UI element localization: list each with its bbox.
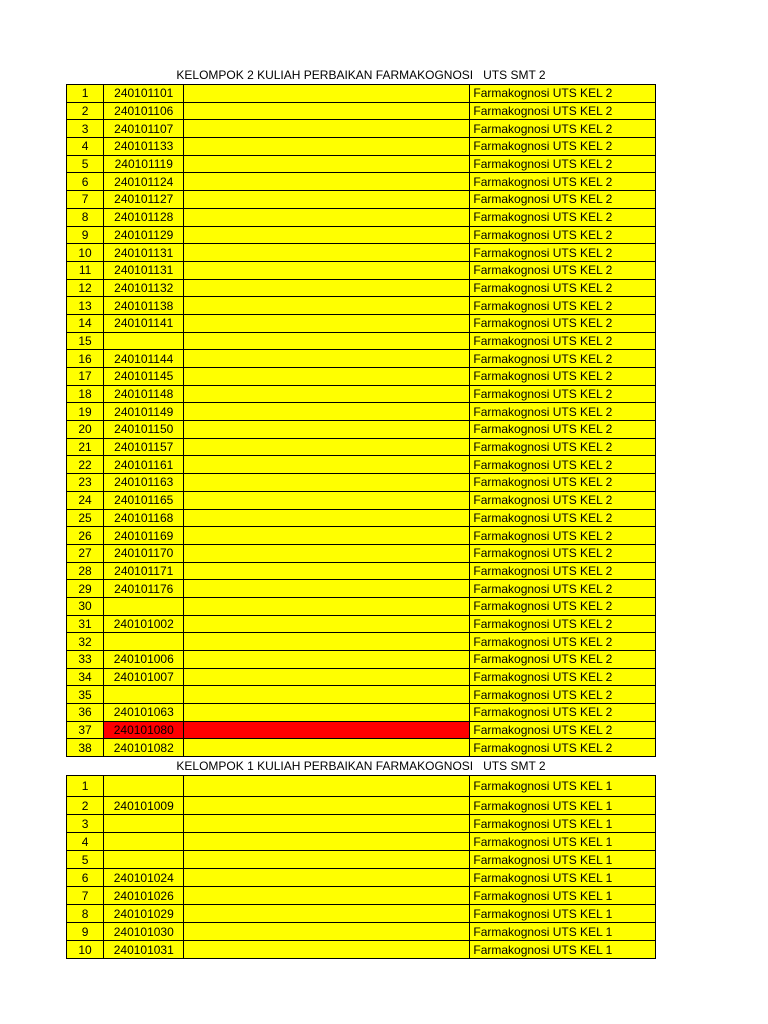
table-row xyxy=(67,456,656,474)
nim-cell[interactable]: 240101148 xyxy=(104,385,184,403)
table-row xyxy=(67,686,656,704)
name-cell[interactable] xyxy=(184,668,470,686)
group-cell[interactable]: Farmakognosi UTS KEL 2 xyxy=(470,421,656,439)
name-cell[interactable] xyxy=(184,739,470,757)
name-cell[interactable] xyxy=(184,869,470,887)
group-cell[interactable]: Farmakognosi UTS KEL 2 xyxy=(470,474,656,492)
nim-cell[interactable]: 240101063 xyxy=(104,704,184,722)
row-number-cell[interactable]: 33 xyxy=(67,651,104,669)
name-cell[interactable] xyxy=(184,138,470,156)
row-number-cell[interactable]: 15 xyxy=(67,332,104,350)
group-cell[interactable]: Farmakognosi UTS KEL 2 xyxy=(470,85,656,103)
table-row xyxy=(67,120,656,138)
name-cell[interactable] xyxy=(184,905,470,923)
table-row xyxy=(67,491,656,509)
row-number-cell[interactable]: 37 xyxy=(67,721,104,739)
row-number-cell[interactable]: 17 xyxy=(67,368,104,386)
table-row xyxy=(67,244,656,262)
row-number-cell[interactable]: 11 xyxy=(67,261,104,279)
group-cell[interactable]: Farmakognosi UTS KEL 2 xyxy=(470,385,656,403)
table-row xyxy=(67,173,656,191)
name-cell[interactable] xyxy=(184,368,470,386)
table-row xyxy=(67,261,656,279)
nim-cell[interactable]: 240101082 xyxy=(104,739,184,757)
group-cell[interactable]: Farmakognosi UTS KEL 2 xyxy=(470,173,656,191)
name-cell[interactable] xyxy=(184,297,470,315)
table-row xyxy=(67,421,656,439)
table-row xyxy=(67,208,656,226)
nim-cell[interactable]: 240101157 xyxy=(104,438,184,456)
row-number-cell[interactable]: 2 xyxy=(67,102,104,120)
name-cell[interactable] xyxy=(184,491,470,509)
table-row xyxy=(67,721,656,739)
group-cell[interactable]: Farmakognosi UTS KEL 2 xyxy=(470,350,656,368)
name-cell[interactable] xyxy=(184,279,470,297)
row-number-cell[interactable]: 2 xyxy=(67,797,104,815)
table-row xyxy=(67,651,656,669)
name-cell[interactable] xyxy=(184,173,470,191)
group-cell[interactable]: Farmakognosi UTS KEL 2 xyxy=(470,456,656,474)
nim-cell[interactable]: 240101168 xyxy=(104,509,184,527)
group-cell[interactable]: Farmakognosi UTS KEL 2 xyxy=(470,668,656,686)
row-number-cell[interactable]: 36 xyxy=(67,704,104,722)
table-row xyxy=(67,332,656,350)
name-cell[interactable] xyxy=(184,120,470,138)
nim-cell[interactable]: 240101165 xyxy=(104,491,184,509)
group-cell[interactable]: Farmakognosi UTS KEL 2 xyxy=(470,155,656,173)
row-number-cell[interactable]: 16 xyxy=(67,350,104,368)
nim-cell[interactable]: 240101131 xyxy=(104,244,184,262)
group-cell[interactable]: Farmakognosi UTS KEL 2 xyxy=(470,491,656,509)
group-cell[interactable]: Farmakognosi UTS KEL 2 xyxy=(470,261,656,279)
table-row xyxy=(67,403,656,421)
group-cell[interactable]: Farmakognosi UTS KEL 2 xyxy=(470,597,656,615)
row-number-cell[interactable]: 1 xyxy=(67,85,104,103)
name-cell[interactable] xyxy=(184,544,470,562)
nim-cell[interactable]: 240101176 xyxy=(104,580,184,598)
name-cell[interactable] xyxy=(184,314,470,332)
name-cell[interactable] xyxy=(184,244,470,262)
name-cell[interactable] xyxy=(184,562,470,580)
nim-cell[interactable]: 240101029 xyxy=(104,905,184,923)
table-row xyxy=(67,474,656,492)
nim-cell[interactable]: 240101107 xyxy=(104,120,184,138)
row-number-cell[interactable]: 27 xyxy=(67,544,104,562)
nim-cell[interactable]: 240101026 xyxy=(104,887,184,905)
group-cell[interactable]: Farmakognosi UTS KEL 2 xyxy=(470,739,656,757)
group-cell[interactable]: Farmakognosi UTS KEL 1 xyxy=(470,905,656,923)
group-cell[interactable]: Farmakognosi UTS KEL 2 xyxy=(470,102,656,120)
name-cell[interactable] xyxy=(184,403,470,421)
name-cell[interactable] xyxy=(184,155,470,173)
row-number-cell[interactable]: 4 xyxy=(67,138,104,156)
name-cell[interactable] xyxy=(184,686,470,704)
table-row xyxy=(67,615,656,633)
nim-cell[interactable] xyxy=(104,332,184,350)
nim-cell[interactable]: 240101124 xyxy=(104,173,184,191)
name-cell[interactable] xyxy=(184,385,470,403)
group-cell[interactable]: Farmakognosi UTS KEL 1 xyxy=(470,776,656,797)
name-cell[interactable] xyxy=(184,923,470,941)
name-cell[interactable] xyxy=(184,102,470,120)
group-cell[interactable]: Farmakognosi UTS KEL 2 xyxy=(470,279,656,297)
nim-cell[interactable]: 240101101 xyxy=(104,85,184,103)
name-cell[interactable] xyxy=(184,704,470,722)
name-cell[interactable] xyxy=(184,350,470,368)
name-cell[interactable] xyxy=(184,580,470,598)
group-cell[interactable]: Farmakognosi UTS KEL 2 xyxy=(470,403,656,421)
nim-cell[interactable]: 240101150 xyxy=(104,421,184,439)
nim-cell[interactable]: 240101149 xyxy=(104,403,184,421)
row-number-cell[interactable]: 32 xyxy=(67,633,104,651)
name-cell[interactable] xyxy=(184,851,470,869)
row-number-cell[interactable]: 24 xyxy=(67,491,104,509)
table-row xyxy=(67,85,656,103)
table-row xyxy=(67,851,656,869)
nim-cell[interactable]: 240101119 xyxy=(104,155,184,173)
name-cell[interactable] xyxy=(184,721,470,739)
table-row xyxy=(67,279,656,297)
spreadsheet xyxy=(66,66,656,959)
group-2-table xyxy=(66,84,656,757)
row-number-cell[interactable]: 18 xyxy=(67,385,104,403)
row-number-cell[interactable]: 19 xyxy=(67,403,104,421)
name-cell[interactable] xyxy=(184,941,470,959)
group-cell[interactable]: Farmakognosi UTS KEL 2 xyxy=(470,562,656,580)
row-number-cell[interactable]: 35 xyxy=(67,686,104,704)
name-cell[interactable] xyxy=(184,421,470,439)
table-row xyxy=(67,668,656,686)
table-row xyxy=(67,833,656,851)
group-cell[interactable]: Farmakognosi UTS KEL 1 xyxy=(470,851,656,869)
row-number-cell[interactable]: 5 xyxy=(67,155,104,173)
group-cell[interactable]: Farmakognosi UTS KEL 1 xyxy=(470,869,656,887)
group-cell[interactable]: Farmakognosi UTS KEL 1 xyxy=(470,833,656,851)
name-cell[interactable] xyxy=(184,509,470,527)
group-cell[interactable]: Farmakognosi UTS KEL 1 xyxy=(470,941,656,959)
group-cell[interactable]: Farmakognosi UTS KEL 1 xyxy=(470,797,656,815)
table-row xyxy=(67,815,656,833)
row-number-cell[interactable]: 26 xyxy=(67,527,104,545)
name-cell[interactable] xyxy=(184,438,470,456)
table-row xyxy=(67,314,656,332)
nim-cell[interactable]: 240101031 xyxy=(104,941,184,959)
table-row xyxy=(67,191,656,209)
nim-cell[interactable]: 240101131 xyxy=(104,261,184,279)
row-number-cell[interactable]: 7 xyxy=(67,191,104,209)
nim-cell[interactable]: 240101129 xyxy=(104,226,184,244)
nim-cell[interactable]: 240101106 xyxy=(104,102,184,120)
row-number-cell[interactable]: 9 xyxy=(67,923,104,941)
nim-cell[interactable]: 240101009 xyxy=(104,797,184,815)
group-cell[interactable]: Farmakognosi UTS KEL 2 xyxy=(470,438,656,456)
table-row xyxy=(67,580,656,598)
name-cell[interactable] xyxy=(184,191,470,209)
row-number-cell[interactable]: 22 xyxy=(67,456,104,474)
nim-cell[interactable]: 240101163 xyxy=(104,474,184,492)
group-cell[interactable]: Farmakognosi UTS KEL 2 xyxy=(470,191,656,209)
group-cell[interactable]: Farmakognosi UTS KEL 2 xyxy=(470,314,656,332)
name-cell[interactable] xyxy=(184,456,470,474)
nim-cell[interactable]: 240101169 xyxy=(104,527,184,545)
group-cell[interactable]: Farmakognosi UTS KEL 2 xyxy=(470,297,656,315)
table-row xyxy=(67,155,656,173)
nim-cell[interactable] xyxy=(104,815,184,833)
row-number-cell[interactable]: 6 xyxy=(67,173,104,191)
group-cell[interactable]: Farmakognosi UTS KEL 2 xyxy=(470,120,656,138)
row-number-cell[interactable]: 13 xyxy=(67,297,104,315)
nim-cell[interactable]: 240101030 xyxy=(104,923,184,941)
table-row xyxy=(67,869,656,887)
group-cell[interactable]: Farmakognosi UTS KEL 1 xyxy=(470,887,656,905)
table-row xyxy=(67,739,656,757)
table-row xyxy=(67,544,656,562)
row-number-cell[interactable]: 30 xyxy=(67,597,104,615)
group-cell[interactable]: Farmakognosi UTS KEL 2 xyxy=(470,580,656,598)
group-cell[interactable]: Farmakognosi UTS KEL 2 xyxy=(470,615,656,633)
group-cell[interactable]: Farmakognosi UTS KEL 2 xyxy=(470,633,656,651)
name-cell[interactable] xyxy=(184,815,470,833)
group-cell[interactable]: Farmakognosi UTS KEL 2 xyxy=(470,244,656,262)
group-cell[interactable]: Farmakognosi UTS KEL 2 xyxy=(470,226,656,244)
nim-cell[interactable] xyxy=(104,597,184,615)
name-cell[interactable] xyxy=(184,527,470,545)
table-row xyxy=(67,297,656,315)
name-cell[interactable] xyxy=(184,208,470,226)
nim-cell[interactable]: 240101144 xyxy=(104,350,184,368)
row-number-cell[interactable]: 31 xyxy=(67,615,104,633)
nim-cell[interactable]: 240101132 xyxy=(104,279,184,297)
nim-cell[interactable]: 240101161 xyxy=(104,456,184,474)
group-cell[interactable]: Farmakognosi UTS KEL 1 xyxy=(470,923,656,941)
row-number-cell[interactable]: 12 xyxy=(67,279,104,297)
row-number-cell[interactable]: 9 xyxy=(67,226,104,244)
nim-cell[interactable]: 240101128 xyxy=(104,208,184,226)
nim-cell[interactable] xyxy=(104,776,184,797)
name-cell[interactable] xyxy=(184,474,470,492)
name-cell[interactable] xyxy=(184,332,470,350)
nim-cell[interactable]: 240101170 xyxy=(104,544,184,562)
row-number-cell[interactable]: 5 xyxy=(67,851,104,869)
row-number-cell[interactable]: 20 xyxy=(67,421,104,439)
nim-cell[interactable]: 240101024 xyxy=(104,869,184,887)
row-number-cell[interactable]: 10 xyxy=(67,941,104,959)
row-number-cell[interactable]: 14 xyxy=(67,314,104,332)
nim-cell[interactable]: 240101171 xyxy=(104,562,184,580)
nim-cell[interactable]: 240101006 xyxy=(104,651,184,669)
row-number-cell[interactable]: 10 xyxy=(67,244,104,262)
group-cell[interactable]: Farmakognosi UTS KEL 2 xyxy=(470,332,656,350)
name-cell[interactable] xyxy=(184,261,470,279)
nim-cell[interactable]: 240101141 xyxy=(104,314,184,332)
table-row xyxy=(67,633,656,651)
table-row xyxy=(67,385,656,403)
row-number-cell[interactable]: 1 xyxy=(67,776,104,797)
table-row xyxy=(67,138,656,156)
name-cell[interactable] xyxy=(184,85,470,103)
nim-cell[interactable]: 240101127 xyxy=(104,191,184,209)
name-cell[interactable] xyxy=(184,597,470,615)
name-cell[interactable] xyxy=(184,615,470,633)
nim-cell[interactable] xyxy=(104,686,184,704)
nim-cell[interactable]: 240101145 xyxy=(104,368,184,386)
name-cell[interactable] xyxy=(184,651,470,669)
group-cell[interactable]: Farmakognosi UTS KEL 2 xyxy=(470,138,656,156)
row-number-cell[interactable]: 21 xyxy=(67,438,104,456)
row-number-cell[interactable]: 34 xyxy=(67,668,104,686)
name-cell[interactable] xyxy=(184,226,470,244)
table-row xyxy=(67,941,656,959)
group-cell[interactable]: Farmakognosi UTS KEL 2 xyxy=(470,651,656,669)
row-number-cell[interactable]: 4 xyxy=(67,833,104,851)
row-number-cell[interactable]: 6 xyxy=(67,869,104,887)
name-cell[interactable] xyxy=(184,633,470,651)
table-row xyxy=(67,527,656,545)
row-number-cell[interactable]: 28 xyxy=(67,562,104,580)
group-cell[interactable]: Farmakognosi UTS KEL 2 xyxy=(470,208,656,226)
row-number-cell[interactable]: 8 xyxy=(67,905,104,923)
nim-cell[interactable]: 240101133 xyxy=(104,138,184,156)
row-number-cell[interactable]: 38 xyxy=(67,739,104,757)
group-cell[interactable]: Farmakognosi UTS KEL 2 xyxy=(470,509,656,527)
group-cell[interactable]: Farmakognosi UTS KEL 2 xyxy=(470,686,656,704)
table-row xyxy=(67,438,656,456)
group-cell[interactable]: Farmakognosi UTS KEL 1 xyxy=(470,815,656,833)
group-1-title: KELOMPOK 1 KULIAH PERBAIKAN FARMAKOGNOSI UTS SMT 2 xyxy=(176,759,546,774)
group-2-rows xyxy=(67,85,656,757)
table-row xyxy=(67,704,656,722)
table-row xyxy=(67,776,656,797)
group-cell[interactable]: Farmakognosi UTS KEL 2 xyxy=(470,544,656,562)
group-cell[interactable]: Farmakognosi UTS KEL 2 xyxy=(470,704,656,722)
group-1-rows xyxy=(67,776,656,959)
nim-cell[interactable]: 240101080 xyxy=(104,721,184,739)
row-number-cell[interactable]: 29 xyxy=(67,580,104,598)
row-number-cell[interactable]: 23 xyxy=(67,474,104,492)
table-row xyxy=(67,509,656,527)
table-row xyxy=(67,905,656,923)
group-2-title: KELOMPOK 2 KULIAH PERBAIKAN FARMAKOGNOSI UTS SMT 2 xyxy=(176,68,546,82)
name-cell[interactable] xyxy=(184,887,470,905)
table-row xyxy=(67,597,656,615)
group-cell[interactable]: Farmakognosi UTS KEL 2 xyxy=(470,368,656,386)
nim-cell[interactable]: 240101002 xyxy=(104,615,184,633)
group-cell[interactable]: Farmakognosi UTS KEL 2 xyxy=(470,527,656,545)
nim-cell[interactable] xyxy=(104,633,184,651)
nim-cell[interactable]: 240101138 xyxy=(104,297,184,315)
table-row xyxy=(67,102,656,120)
table-row xyxy=(67,562,656,580)
group-cell[interactable]: Farmakognosi UTS KEL 2 xyxy=(470,721,656,739)
nim-cell[interactable] xyxy=(104,851,184,869)
table-row xyxy=(67,350,656,368)
name-cell[interactable] xyxy=(184,797,470,815)
row-number-cell[interactable]: 3 xyxy=(67,120,104,138)
row-number-cell[interactable]: 7 xyxy=(67,887,104,905)
row-number-cell[interactable]: 25 xyxy=(67,509,104,527)
table-row xyxy=(67,226,656,244)
name-cell[interactable] xyxy=(184,776,470,797)
table-row xyxy=(67,368,656,386)
name-cell[interactable] xyxy=(184,833,470,851)
nim-cell[interactable] xyxy=(104,833,184,851)
row-number-cell[interactable]: 8 xyxy=(67,208,104,226)
table-row xyxy=(67,887,656,905)
row-number-cell[interactable]: 3 xyxy=(67,815,104,833)
table-row xyxy=(67,797,656,815)
nim-cell[interactable]: 240101007 xyxy=(104,668,184,686)
group-1-table xyxy=(66,775,656,959)
table-row xyxy=(67,923,656,941)
